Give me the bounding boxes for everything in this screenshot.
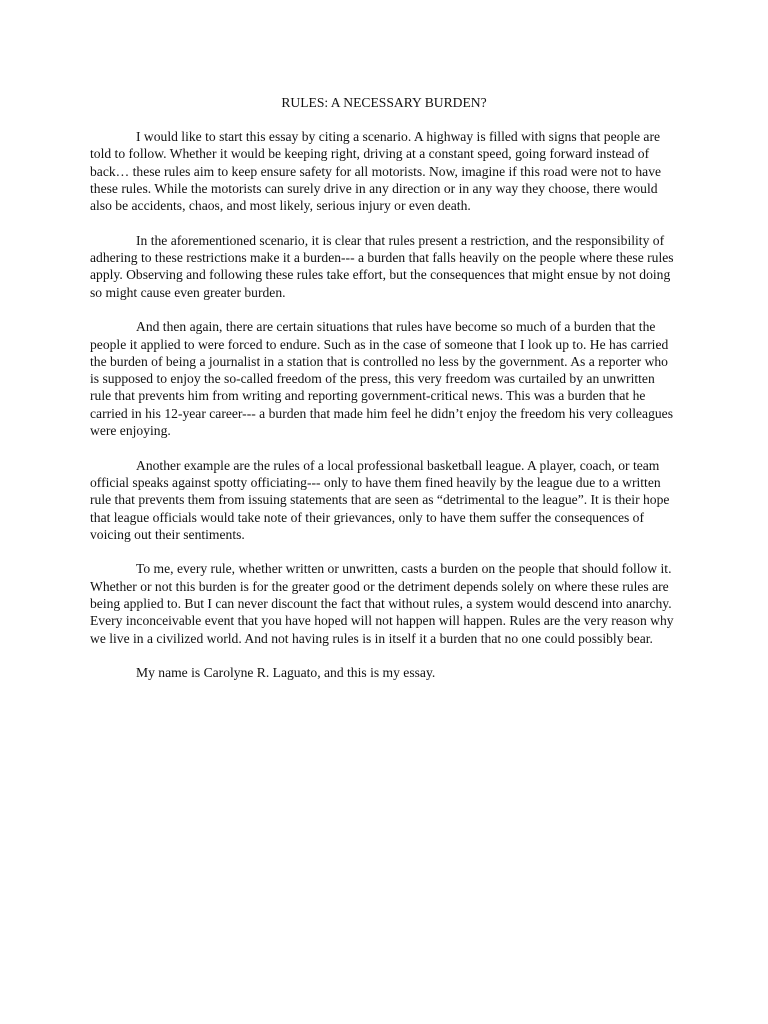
paragraph-basketball: Another example are the rules of a local professional basketball league. A player, coach, or team official speaks against spotty officiating--- only to have them fined heavily by the league due to a written rule that prevents them from issuing statements that are seen as “detrimental to the league”. It is their hope that league officials would take note of their grievances, only to have them suffer the consequences of voicing out their sentiments. (90, 457, 670, 542)
essay-body (90, 128, 675, 682)
paragraph-scenario: I would like to start this essay by citing a scenario. A highway is filled with signs that people are told to follow. Whether it would be keeping right, driving at a constant speed, going forward instead of back… these rules aim to keep ensure safety for all motorists. Now, imagine if this road were not to have these rules. While the motorists can surely drive in any direction or in any way they choose, there would also be accidents, chaos, and most likely, serious injury or even death. (90, 129, 662, 214)
paragraph-signature: My name is Carolyne R. Laguato, and this is my essay. (136, 665, 436, 681)
paragraph-restriction: In the aforementioned scenario, it is clear that rules present a restriction, and the responsibility of adhering to these restrictions make it a burden--- a burden that falls heavily on the people where these rules apply. Observing and following these rules take effort, but the consequences that might ensue by not doing so might cause even greater burden. (90, 232, 674, 300)
paragraph-journalist: And then again, there are certain situations that rules have become so much of a burden that the people it applied to were forced to endure. Such as in the case of someone that I look up to. He has carried the burden of being a journalist in a station that is controlled no less by the government. As a reporter who is supposed to enjoy the so-called freedom of the press, this very freedom was curtailed by an unwritten rule that prevents him from writing and reporting government-critical news. This was a burden that he carried in his 12-year career--- a burden that made him feel he didn’t enjoy the freedom his very colleagues were enjoying. (90, 319, 674, 439)
paragraph-conclusion: To me, every rule, whether written or unwritten, casts a burden on the people that should follow it. Whether or not this burden is for the greater good or the detriment depends solely on where these rules are being applied to. But I can never discount the fact that without rules, a system would descend into anarchy. Every inconceivable event that you have hoped will not happen will happen. Rules are the very reason why we live in a civilized world. And not having rules is in itself it a burden that no one could possibly bear. (90, 561, 674, 646)
essay-title: RULES: A NECESSARY BURDEN? (281, 95, 487, 110)
